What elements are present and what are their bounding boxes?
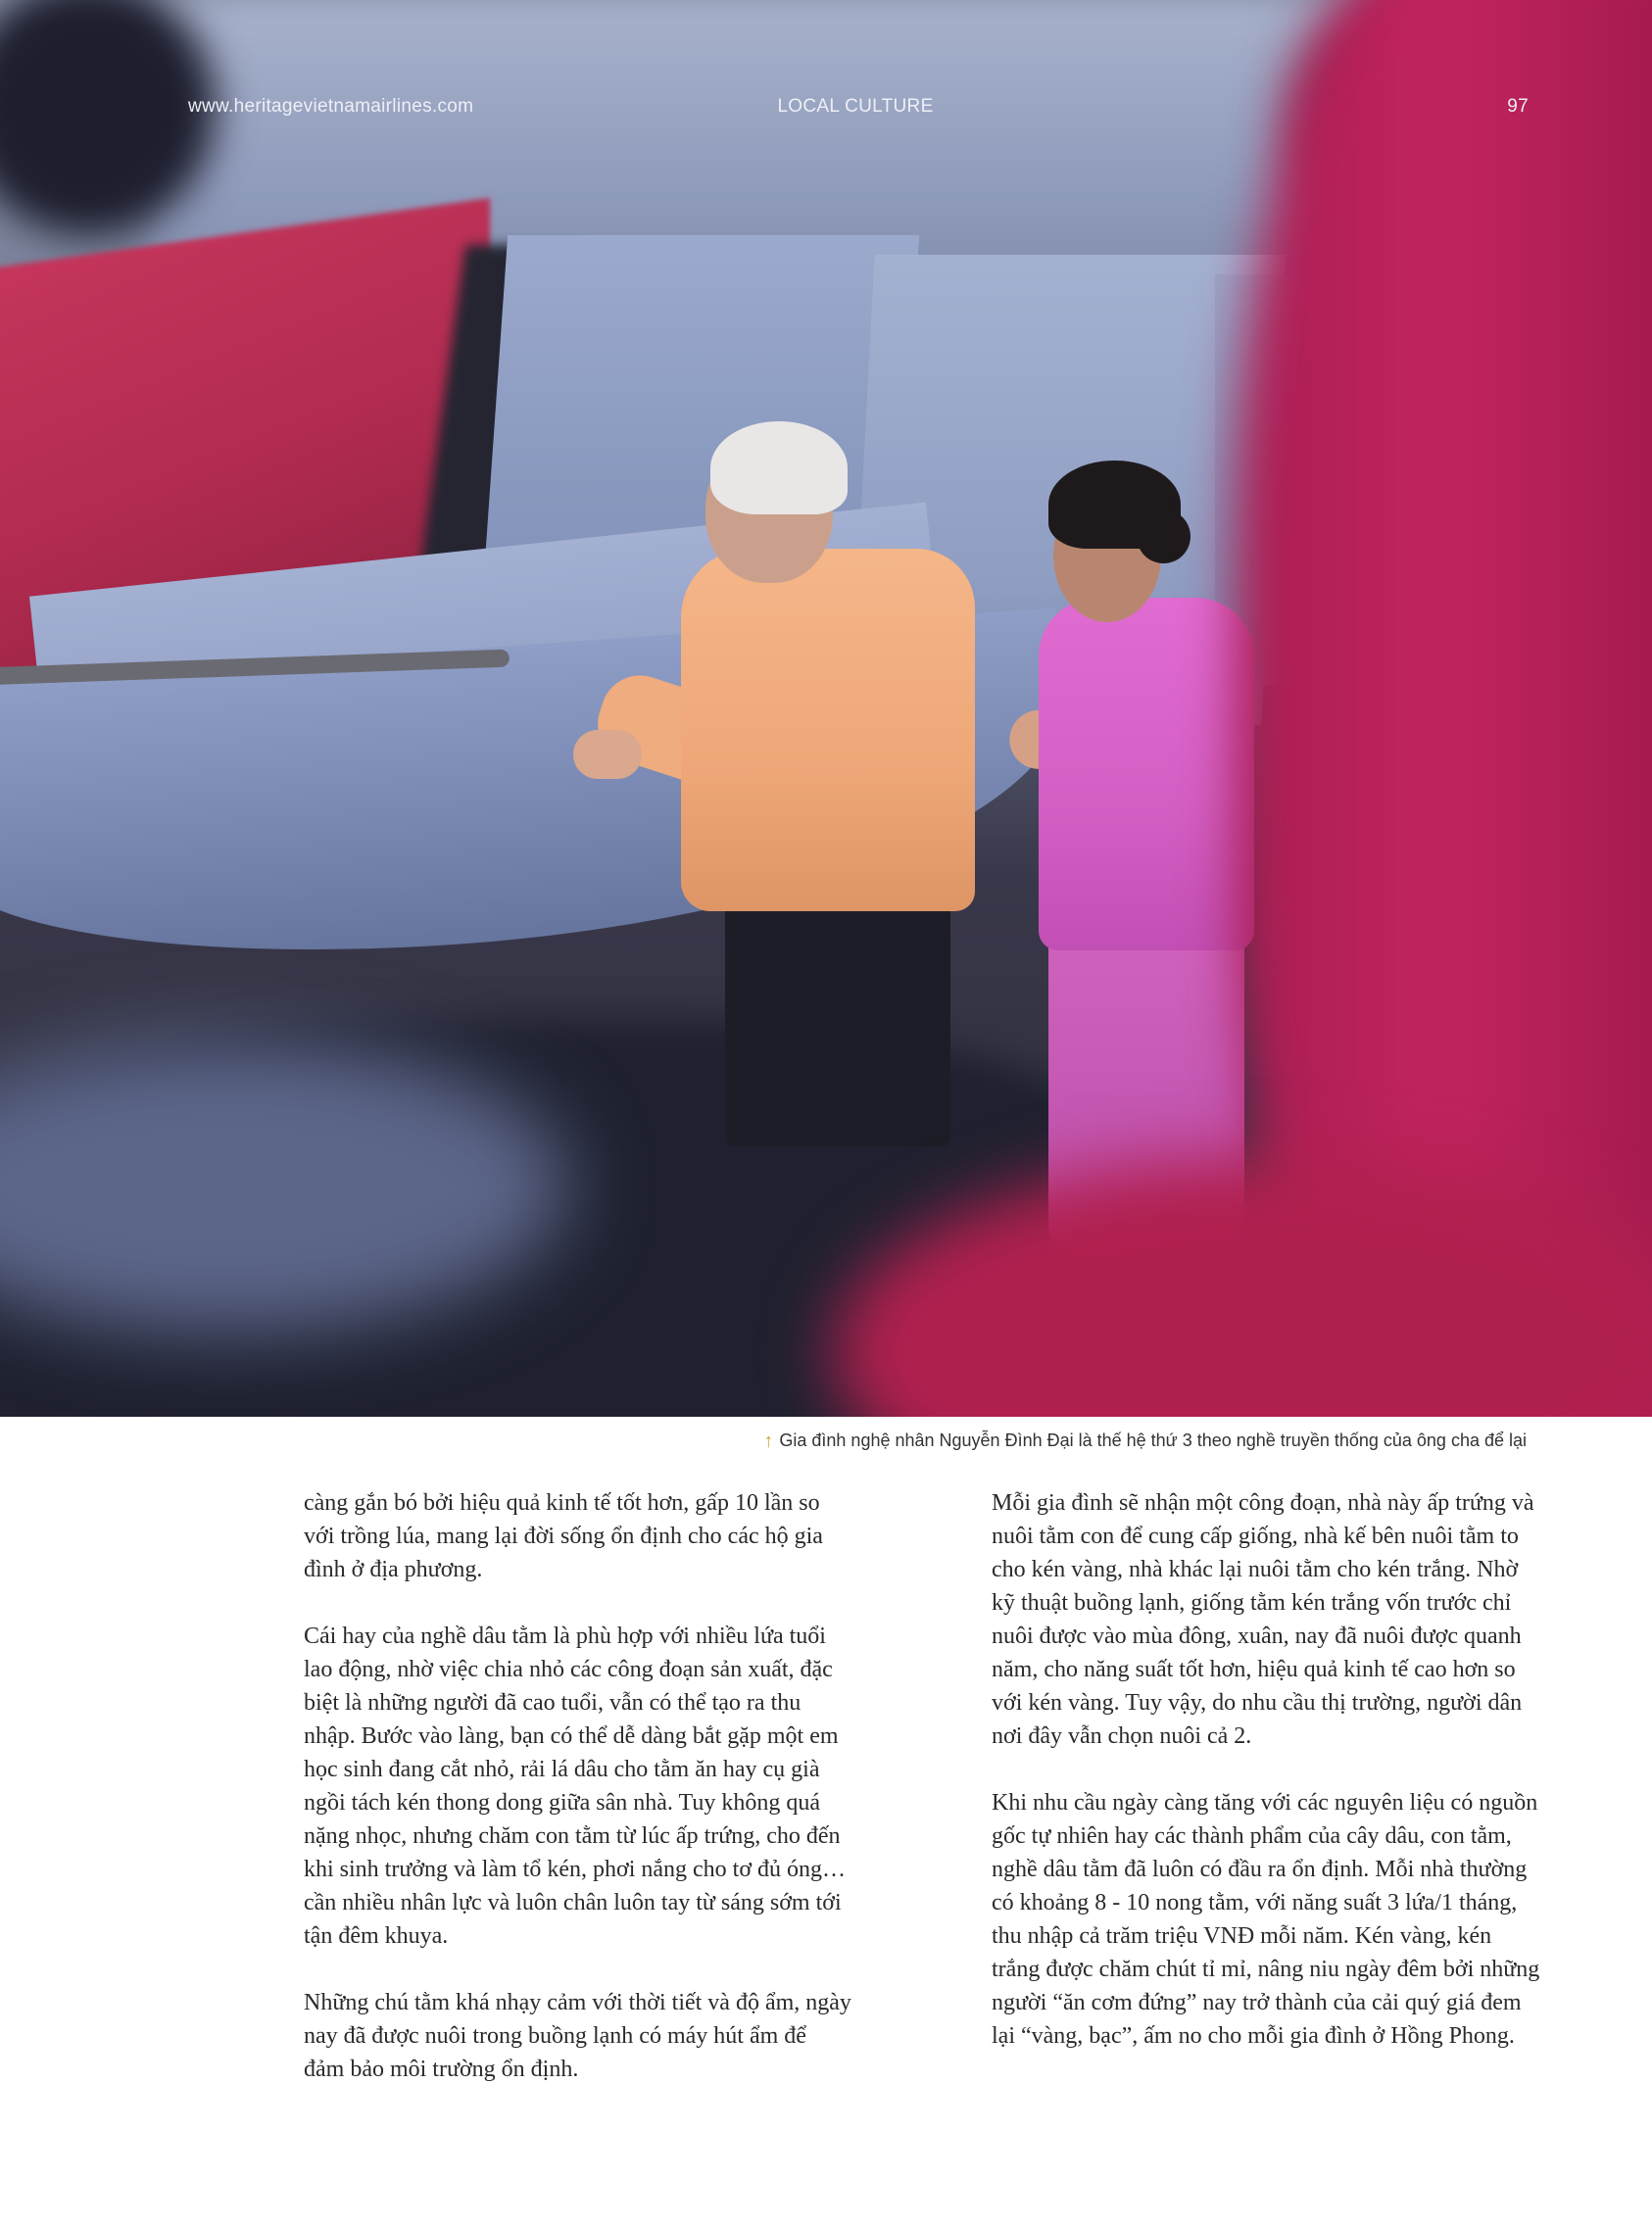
paragraph: càng gắn bó bởi hiệu quả kinh tế tốt hơn, gấp 10 lần so với trồng lúa, mang lại đời sống ổn định cho các hộ gia đình ở địa phương. (304, 1490, 823, 1582)
photo-woman-bun (1137, 509, 1190, 563)
article-left-column (304, 1486, 852, 2086)
article-right-column (992, 1486, 1540, 2053)
photo-caption (763, 1430, 1527, 1451)
arrow-up-icon: ↑ (763, 1430, 774, 1452)
photo-man-shirt (681, 549, 975, 911)
photo-man-hand (573, 730, 642, 779)
paragraph: Mỗi gia đình sẽ nhận một công đoạn, nhà này ấp trứng và nuôi tằm con để cung cấp giống, nhà kế bên nuôi tằm to cho kén vàng, nhà khác lại nuôi tằm cho kén trắng. Nhờ kỹ thuật buồng lạnh, giống tằm kén trắng vốn trước chỉ nuôi được vào mùa đông, xuân, nay đã nuôi được quanh năm, cho năng suất tốt hơn, hiệu quả kinh tế cao hơn so với kén vàng. Tuy vậy, do nhu cầu thị trường, người dân nơi đây vẫn chọn nuôi cả 2. (992, 1490, 1534, 1749)
photo-woman-shirt (1039, 598, 1254, 950)
paragraph: Những chú tằm khá nhạy cảm với thời tiết và độ ẩm, ngày nay đã được nuôi trong buồng lạnh có máy hút ẩm để đảm bảo môi trường ổn định. (304, 1990, 851, 2082)
paragraph: Cái hay của nghề dâu tằm là phù hợp với nhiều lứa tuổi lao động, nhờ việc chia nhỏ các công đoạn sản xuất, đặc biệt là những người đã cao tuổi, vẫn có thể tạo ra thu nhập. Bước vào làng, bạn có thể dễ dàng bắt gặp một em học sinh đang cắt nhỏ, rải lá dâu cho tằm ăn hay cụ già ngồi tách kén thong dong giữa sân nhà. Tuy không quá nặng nhọc, nhưng chăm con tằm từ lúc ấp trứng, cho đến khi sinh trưởng và làm tổ kén, phơi nắng cho tơ đủ óng… cần nhiều nhân lực và luôn chân luôn tay từ sáng sớm tới tận đêm khuya. (304, 1624, 847, 1949)
photo-man-hair (710, 421, 848, 514)
page-number: 97 (1507, 96, 1529, 117)
website-url[interactable]: www.heritagevietnamairlines.com (188, 96, 474, 117)
photo-man-pants (725, 901, 950, 1146)
paragraph: Khi nhu cầu ngày càng tăng với các nguyên liệu có nguồn gốc tự nhiên hay các thành phẩm của cây dâu, con tằm, nghề dâu tằm đã luôn có đầu ra ổn định. Mỗi nhà thường có khoảng 8 - 10 nong tằm, với năng suất 3 lứa/1 tháng, thu nhập cả trăm triệu VNĐ mỗi năm. Kén vàng, kén trắng được chăm chút tỉ mỉ, nâng niu ngày đêm bởi những người “ăn cơm đứng” nay trở thành của cải quý giá đem lại “vàng, bạc”, ấm no cho mỗi gia đình ở Hồng Phong. (992, 1790, 1540, 2049)
section-title: LOCAL CULTURE (777, 96, 934, 117)
photo-caption-text: Gia đình nghệ nhân Nguyễn Đình Đại là thế hệ thứ 3 theo nghề truyền thống của ông cha để lại (779, 1430, 1527, 1450)
